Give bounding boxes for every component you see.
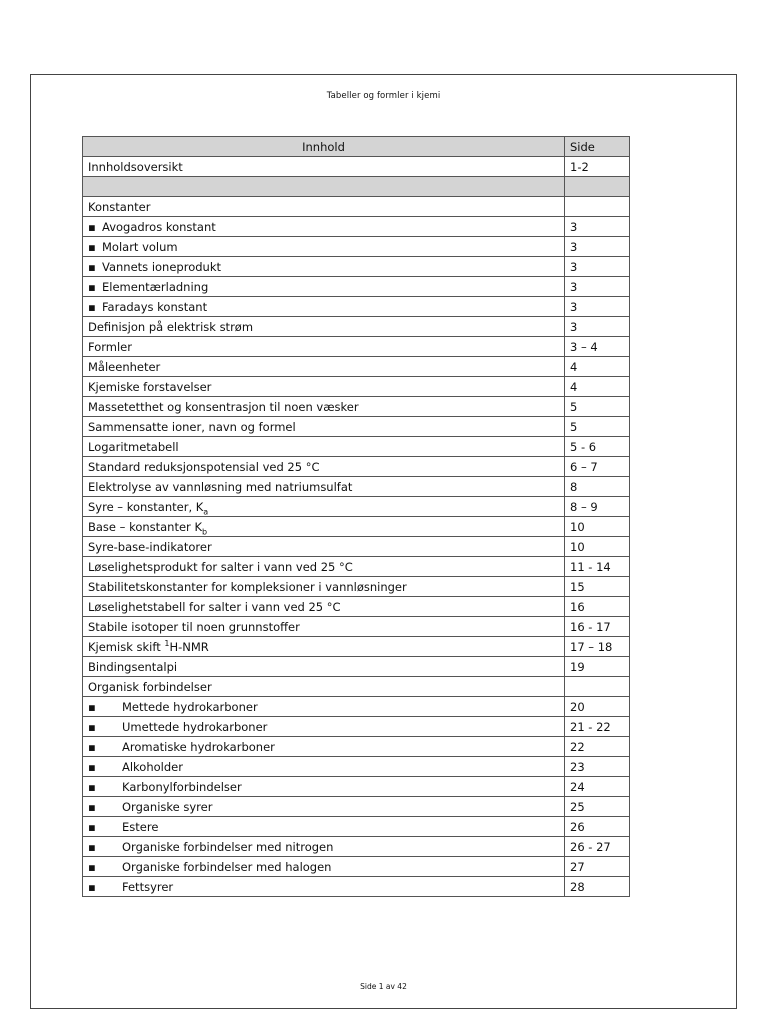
table-row bbox=[83, 217, 630, 237]
entry-title-cell bbox=[83, 717, 565, 737]
entry-title-cell bbox=[83, 297, 565, 317]
entry-title: Avogadros konstant bbox=[102, 219, 216, 234]
entry-title: Innholdsoversikt bbox=[88, 159, 183, 174]
entry-title: Estere bbox=[122, 819, 159, 834]
entry-page: 1-2 bbox=[565, 157, 630, 177]
entry-page: 3 bbox=[565, 257, 630, 277]
entry-title-cell bbox=[83, 397, 565, 417]
subscript: b bbox=[201, 526, 208, 536]
entry-title: Syre-base-indikatorer bbox=[88, 539, 212, 554]
entry-title-cell bbox=[83, 197, 565, 217]
table-row bbox=[83, 317, 630, 337]
entry-title: Stabile isotoper til noen grunnstoffer bbox=[88, 619, 300, 634]
entry-title-cell bbox=[83, 357, 565, 377]
entry-title: Elektrolyse av vannløsning med natriumsulfat bbox=[88, 479, 353, 494]
table-row bbox=[83, 697, 630, 717]
table-row bbox=[83, 757, 630, 777]
entry-title-cell bbox=[83, 617, 565, 637]
entry-page: 3 bbox=[565, 317, 630, 337]
table-row bbox=[83, 417, 630, 437]
entry-title: Konstanter bbox=[88, 199, 151, 214]
bullet-icon: ▪ bbox=[88, 259, 96, 274]
bullet-icon: ▪ bbox=[88, 279, 96, 294]
entry-title-cell bbox=[83, 157, 565, 177]
entry-title: Organiske forbindelser med halogen bbox=[122, 859, 332, 874]
table-row bbox=[83, 677, 630, 697]
entry-page: 4 bbox=[565, 357, 630, 377]
entry-title: Stabilitetskonstanter for kompleksioner i vannløsninger bbox=[88, 579, 407, 594]
table-row bbox=[83, 597, 630, 617]
entry-title-cell bbox=[83, 217, 565, 237]
entry-page: 10 bbox=[565, 517, 630, 537]
entry-page: 15 bbox=[565, 577, 630, 597]
entry-title-cell bbox=[83, 377, 565, 397]
entry-title: Logaritmetabell bbox=[88, 439, 179, 454]
entry-page: 5 bbox=[565, 397, 630, 417]
table-row bbox=[83, 577, 630, 597]
entry-title-cell bbox=[83, 837, 565, 857]
entry-title: Definisjon på elektrisk strøm bbox=[88, 319, 254, 334]
entry-page: 25 bbox=[565, 797, 630, 817]
entry-page bbox=[565, 677, 630, 697]
entry-title-cell bbox=[83, 637, 565, 657]
document-title: Tabeller og formler i kjemi bbox=[326, 91, 441, 101]
table-row bbox=[83, 517, 630, 537]
table-row bbox=[83, 637, 630, 657]
table-row bbox=[83, 337, 630, 357]
bullet-icon: ▪ bbox=[88, 699, 96, 714]
entry-title: Standard reduksjonspotensial ved 25 °C bbox=[88, 459, 320, 474]
table-row bbox=[83, 717, 630, 737]
entry-title: Base – konstanter K bbox=[88, 519, 202, 534]
entry-title-cell bbox=[83, 597, 565, 617]
entry-page: 8 – 9 bbox=[565, 497, 630, 517]
entry-title: Aromatiske hydrokarboner bbox=[122, 739, 275, 754]
bullet-icon: ▪ bbox=[88, 799, 96, 814]
table-row bbox=[83, 297, 630, 317]
table-row bbox=[83, 797, 630, 817]
entry-page: 3 bbox=[565, 297, 630, 317]
entry-page: 16 bbox=[565, 597, 630, 617]
entry-page: 10 bbox=[565, 537, 630, 557]
table-row bbox=[83, 617, 630, 637]
entry-title-cell bbox=[83, 757, 565, 777]
entry-page: 4 bbox=[565, 377, 630, 397]
entry-title-cell bbox=[83, 517, 565, 537]
entry-page: 24 bbox=[565, 777, 630, 797]
entry-page: 8 bbox=[565, 477, 630, 497]
table-row bbox=[83, 557, 630, 577]
entry-title: Syre – konstanter, K bbox=[88, 499, 204, 514]
entry-page: 22 bbox=[565, 737, 630, 757]
table-row bbox=[83, 837, 630, 857]
entry-title-cell bbox=[83, 777, 565, 797]
table-row bbox=[83, 437, 630, 457]
table-row bbox=[83, 777, 630, 797]
entry-page: 3 – 4 bbox=[565, 337, 630, 357]
entry-page: 5 - 6 bbox=[565, 437, 630, 457]
entry-title: Løselighetstabell for salter i vann ved 25 °C bbox=[88, 599, 341, 614]
entry-page: 23 bbox=[565, 757, 630, 777]
header-innhold: Innhold bbox=[83, 137, 565, 157]
header-side: Side bbox=[565, 137, 630, 157]
table-row bbox=[83, 157, 630, 177]
entry-page: 20 bbox=[565, 697, 630, 717]
table-row bbox=[83, 537, 630, 557]
entry-title: Kjemisk skift bbox=[88, 639, 165, 654]
entry-title-cell bbox=[83, 497, 565, 517]
entry-title-cell bbox=[83, 177, 565, 197]
entry-title: Organiske syrer bbox=[122, 799, 213, 814]
entry-page: 21 - 22 bbox=[565, 717, 630, 737]
entry-title-cell bbox=[83, 657, 565, 677]
entry-page bbox=[565, 177, 630, 197]
entry-title: Formler bbox=[88, 339, 132, 354]
entry-title: Massetetthet og konsentrasjon til noen væsker bbox=[88, 399, 359, 414]
bullet-icon: ▪ bbox=[88, 299, 96, 314]
entry-title-cell bbox=[83, 257, 565, 277]
entry-page: 27 bbox=[565, 857, 630, 877]
entry-title-cell bbox=[83, 877, 565, 897]
bullet-icon: ▪ bbox=[88, 819, 96, 834]
table-row bbox=[83, 177, 630, 197]
table-row bbox=[83, 357, 630, 377]
entry-page: 6 – 7 bbox=[565, 457, 630, 477]
entry-title-cell bbox=[83, 277, 565, 297]
bullet-icon: ▪ bbox=[88, 219, 96, 234]
entry-title: Bindingsentalpi bbox=[88, 659, 178, 674]
entry-title: Løselighetsprodukt for salter i vann ved 25 °C bbox=[88, 559, 353, 574]
table-body bbox=[83, 157, 630, 897]
entry-title: Sammensatte ioner, navn og formel bbox=[88, 419, 296, 434]
bullet-icon: ▪ bbox=[88, 779, 96, 794]
entry-page: 19 bbox=[565, 657, 630, 677]
entry-title-cell bbox=[83, 577, 565, 597]
table-header-row bbox=[83, 137, 630, 157]
table-row bbox=[83, 457, 630, 477]
entry-title: Mettede hydrokarboner bbox=[122, 699, 258, 714]
entry-title-cell bbox=[83, 437, 565, 457]
entry-title: Alkoholder bbox=[122, 759, 183, 774]
entry-title-cell bbox=[83, 677, 565, 697]
entry-title-cell bbox=[83, 237, 565, 257]
entry-title-cell bbox=[83, 857, 565, 877]
entry-title-cell bbox=[83, 457, 565, 477]
entry-title: Molart volum bbox=[102, 239, 178, 254]
contents-table bbox=[82, 136, 630, 897]
entry-page: 28 bbox=[565, 877, 630, 897]
entry-page: 26 - 27 bbox=[565, 837, 630, 857]
entry-title: Organisk forbindelser bbox=[88, 679, 212, 694]
table-row bbox=[83, 737, 630, 757]
entry-title-cell bbox=[83, 557, 565, 577]
superscript: 1 bbox=[164, 638, 170, 648]
table-row bbox=[83, 237, 630, 257]
table-row bbox=[83, 857, 630, 877]
table-row bbox=[83, 497, 630, 517]
entry-title: Elementærladning bbox=[102, 279, 209, 294]
bullet-icon: ▪ bbox=[88, 759, 96, 774]
entry-title-cell bbox=[83, 797, 565, 817]
entry-title: Faradays konstant bbox=[102, 299, 208, 314]
entry-page: 5 bbox=[565, 417, 630, 437]
entry-page: 17 – 18 bbox=[565, 637, 630, 657]
entry-page: 3 bbox=[565, 217, 630, 237]
table-row bbox=[83, 877, 630, 897]
page-footer: Side 1 av 42 bbox=[360, 982, 407, 991]
entry-title: Kjemiske forstavelser bbox=[88, 379, 212, 394]
entry-page: 16 - 17 bbox=[565, 617, 630, 637]
entry-title-cell bbox=[83, 537, 565, 557]
entry-title-cell bbox=[83, 317, 565, 337]
bullet-icon: ▪ bbox=[88, 739, 96, 754]
bullet-icon: ▪ bbox=[88, 719, 96, 734]
entry-title: Fettsyrer bbox=[122, 879, 174, 894]
entry-title: Organiske forbindelser med nitrogen bbox=[122, 839, 334, 854]
entry-title: Umettede hydrokarboner bbox=[122, 719, 268, 734]
entry-page: 3 bbox=[565, 237, 630, 257]
entry-title: Måleenheter bbox=[88, 359, 161, 374]
entry-title-cell bbox=[83, 337, 565, 357]
bullet-icon: ▪ bbox=[88, 839, 96, 854]
entry-title-cell bbox=[83, 817, 565, 837]
table-row bbox=[83, 377, 630, 397]
entry-title-suffix: H-NMR bbox=[169, 639, 209, 654]
table-row bbox=[83, 657, 630, 677]
entry-page bbox=[565, 197, 630, 217]
entry-title-cell bbox=[83, 417, 565, 437]
entry-title-cell bbox=[83, 477, 565, 497]
table-row bbox=[83, 817, 630, 837]
entry-page: 11 - 14 bbox=[565, 557, 630, 577]
entry-title-cell bbox=[83, 737, 565, 757]
entry-title: Karbonylforbindelser bbox=[122, 779, 242, 794]
entry-page: 3 bbox=[565, 277, 630, 297]
table-row bbox=[83, 277, 630, 297]
table-row bbox=[83, 397, 630, 417]
table-row bbox=[83, 197, 630, 217]
entry-title-cell bbox=[83, 697, 565, 717]
bullet-icon: ▪ bbox=[88, 239, 96, 254]
subscript: a bbox=[203, 506, 209, 516]
entry-title: Vannets ioneprodukt bbox=[102, 259, 221, 274]
document-page bbox=[30, 74, 737, 1009]
bullet-icon: ▪ bbox=[88, 879, 96, 894]
entry-page: 26 bbox=[565, 817, 630, 837]
bullet-icon: ▪ bbox=[88, 859, 96, 874]
table-row bbox=[83, 477, 630, 497]
table-row bbox=[83, 257, 630, 277]
